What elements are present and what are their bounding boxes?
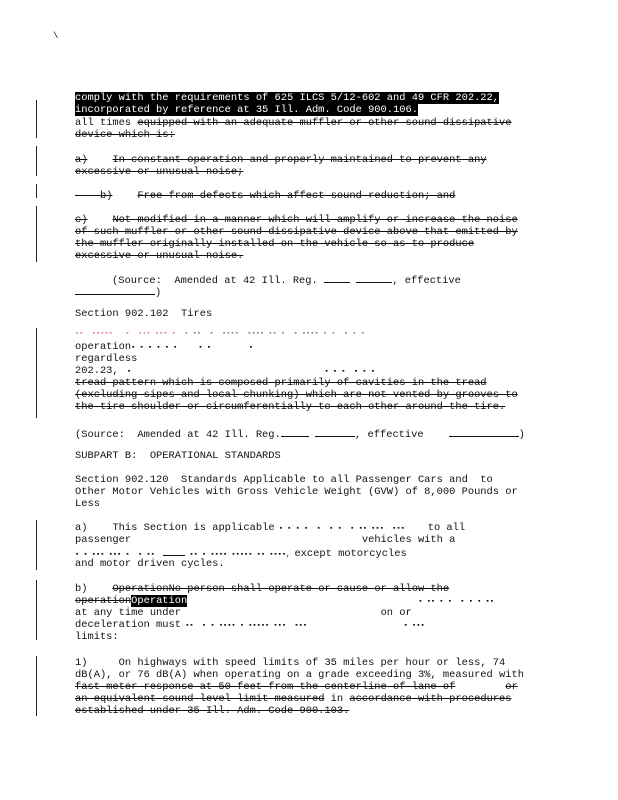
revision-bar [36, 184, 37, 198]
list-item: b) OperationNo person shall operate or cause or allow the [75, 583, 450, 595]
illegible-text: ▪▪ ▪▪▪▪▪ ▪ ▪▪▪ ▪▪▪ ▪ ▪ ▪▪ ▪ ▪▪▪▪ ▪▪▪▪ ▪▪ ▪ ▪ ▪▪▪▪ ▪ ▪ ▪ ▪ ▪ [75, 330, 365, 338]
list-item: a) In constant operation and properly maintained to prevent any [75, 154, 487, 166]
source-note-close: ) [75, 285, 161, 299]
text-line: established under 35 Ill. Adm. Code 900.103. [75, 705, 350, 717]
revision-bar [36, 100, 37, 138]
text-line: 202.23, ▪ ▪ ▪ ▪ ▪ ▪ ▪ [75, 365, 375, 377]
text-line: operationOperation ▪ ▪▪ ▪ ▪ ▪ ▪ ▪ ▪▪ [75, 595, 494, 607]
revision-bar [36, 146, 37, 176]
section-heading: Less [75, 498, 100, 510]
revision-bar [36, 520, 37, 570]
text-line: regardless [75, 353, 138, 365]
revision-bar [36, 580, 37, 640]
revision-bar [36, 328, 37, 418]
subpart-heading: SUBPART B: OPERATIONAL STANDARDS [75, 450, 281, 462]
text-line: comply with the requirements of 625 ILCS 5/12-602 and 49 CFR 202.22, [75, 92, 500, 104]
revision-bar [36, 656, 37, 716]
text-line: operation▪ ▪ ▪ ▪ ▪ ▪ ▪ ▪ ▪ [75, 341, 253, 353]
corner-mark: \ [53, 31, 59, 41]
text-line: all times equipped with an adequate muffler or other sound dissipative [75, 117, 512, 129]
list-item: b) Free from defects which affect sound reduction; and [99, 190, 456, 202]
text-line: at any time under on or [75, 607, 412, 619]
text-line: (excluding sipes and local chunking) which are not vented by grooves to [75, 389, 518, 401]
text-line: limits: [75, 631, 119, 643]
section-heading: Section 902.120 Standards Applicable to all Passenger Cars and to [75, 474, 493, 486]
text-line: passenger vehicles with a [75, 534, 456, 546]
text-line: the tire shoulder or circumferentially to each other around the tire. [75, 401, 506, 413]
text-line: the muffler originally installed on the vehicle so as to produce [75, 238, 475, 250]
text-line: tread pattern which is composed primarily of cavities in the tread [75, 377, 487, 389]
text-line: of such muffler or other sound dissipative device above that emitted by [75, 226, 518, 238]
text-line: incorporated by reference at 35 Ill. Adm. Code 900.106. [75, 104, 418, 116]
text-line: an equivalent sound level limit measured in accordance with procedures [75, 693, 512, 705]
text-line: deceleration must ▪▪ ▪ ▪ ▪▪▪▪ ▪ ▪▪▪▪▪ ▪▪▪ ▪▪▪ ▪ ▪▪▪ [75, 619, 425, 631]
section-heading: Other Motor Vehicles with Gross Vehicle Weight (GVW) of 8,000 Pounds or [75, 486, 518, 498]
section-heading: Section 902.102 Tires [75, 308, 213, 320]
text-line: device which is: [75, 129, 175, 141]
text-line: dB(A), or 76 dB(A) when operating on a grade exceeding 3%, measured with [75, 669, 524, 681]
list-item: c) Not modified in a manner which will amplify or increase the noise [75, 214, 518, 226]
text-line: and motor driven cycles. [75, 558, 225, 570]
text-line: excessive or unusual noise. [75, 250, 244, 262]
list-item: a) This Section is applicable ▪ ▪ ▪ ▪ ▪ ▪ ▪ ▪ ▪▪ ▪▪▪ ▪▪▪ to all [75, 522, 466, 534]
source-note: (Source: Amended at 42 Ill. Reg. , effective ) [75, 429, 525, 441]
list-item: 1) On highways with speed limits of 35 miles per hour or less, 74 [75, 657, 506, 669]
source-note: (Source: Amended at 42 Ill. Reg. , effective [112, 275, 461, 287]
text-line: excessive or unusual noise; [75, 166, 244, 178]
revision-bar [36, 206, 37, 262]
text-line: fast meter response at 50 feet from the centerline of lane of or [75, 681, 518, 693]
text-line: ▪ ▪ ▪▪▪ ▪▪▪ ▪ ▪ ▪▪ ▪▪ ▪ ▪▪▪▪ ▪▪▪▪▪ ▪▪ ▪▪▪▪, except motorcycles [75, 548, 407, 560]
